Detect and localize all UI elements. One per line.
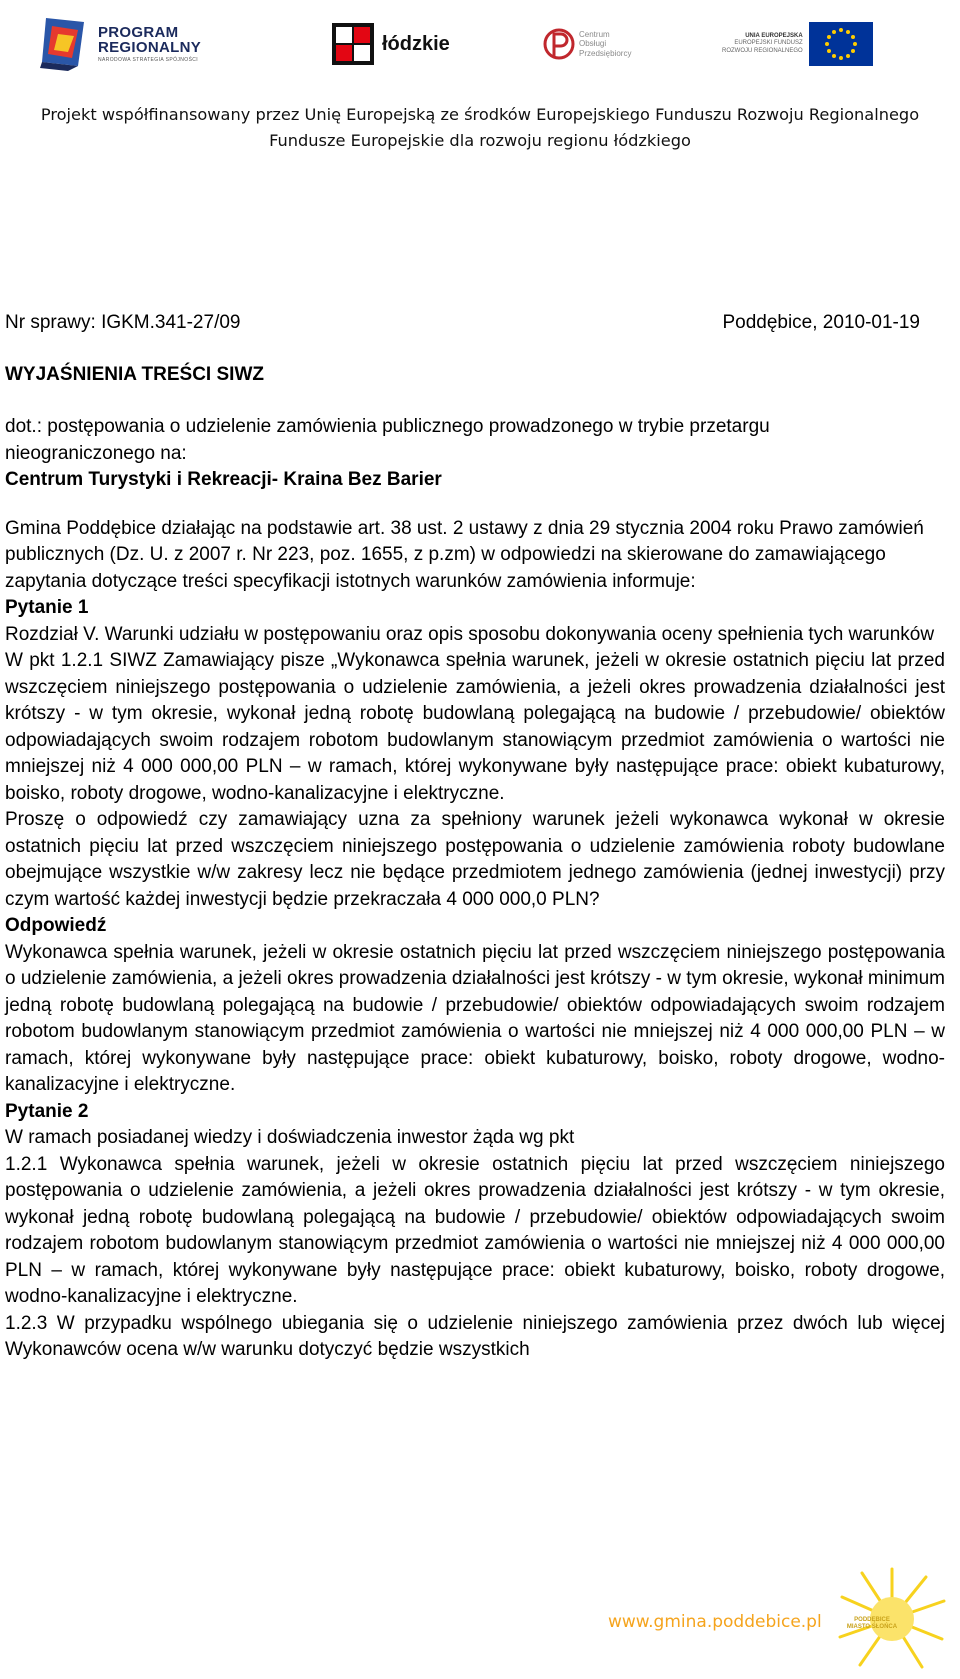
project-name: Centrum Turystyki i Rekreacji- Kraina Bez Barier (5, 469, 442, 490)
project-funds-line: Fundusze Europejskie dla rozwoju regionu łódzkiego (269, 131, 691, 150)
program-regionalny-line1: PROGRAM (98, 24, 179, 41)
document-title: WYJAŚNIENIA TREŚCI SIWZ (5, 364, 264, 385)
coi-line-1: Centrum (579, 30, 610, 40)
sun-logo-line1: PODDĘBICE (854, 1617, 890, 1623)
eu-line2: EUROPEJSKI FUNDUSZ (734, 40, 803, 47)
program-regionalny-line3: NARODOWA STRATEGIA SPÓJNOŚCI (98, 57, 199, 63)
intro-line2: nieograniczonego na: (5, 442, 187, 464)
intro-line1: dot.: postępowania o udzielenie zamówienia publicznego prowadzonego w trybie przetargu (5, 416, 770, 437)
question-2-heading: Pytanie 2 (5, 1100, 89, 1122)
project-cofinancing-line: Projekt współfinansowany przez Unię Europejską ze środków Europejskiego Funduszu Rozwoju Regionalnego (40, 105, 920, 124)
lodzkie-emblem-icon (332, 23, 374, 65)
coi-line-2: Obsługi (579, 39, 607, 49)
question-1-text: W pkt 1.2.1 SIWZ Zamawiający pisze „Wykonawca spełnia warunek, jeżeli w okresie ostatnich pięciu lat przed wszczęciem niniejszego postępowania o udzielenie zamówienia, a jeżeli okres prowadzenia działalności jest krótszy - w tym okresie, wykonał jedną robotę budowlaną polegającą na budowie / przebudowie/ obiektów odpowiadających swoim rodzajem robotom budowlanym stanowiącym przedmiot zamówienia o wartości nie mniejszej niż 4 000 000,00 PLN – w ramach, której wykonywane były następujące prace: obiekt kubaturowy, boisko, roboty drogowe, wodno-kanalizacyjne i elektryczne. (5, 650, 945, 804)
coi-line-3: Przedsiębiorcy (579, 48, 632, 58)
place-date: Poddębice, 2010-01-19 (722, 312, 920, 333)
document-body (5, 414, 945, 1364)
question-2-intro: W ramach posiadanej wiedzy i doświadczenia inwestor żąda wg pkt (5, 1127, 575, 1148)
question-2-point-2: 1.2.3 W przypadku wspólnego ubiegania się o udzielenie niniejszego zamówienia przez dwóch lub więcej Wykonawców ocena w/w warunku dotyczyć będzie wszystkich (5, 1312, 945, 1360)
lodzkie-logo (332, 8, 450, 80)
coi-p-icon (543, 22, 575, 66)
lodzkie-text: łódzkie (382, 32, 450, 55)
intro-paragraph: Gmina Poddębice działając na podstawie art. 38 ust. 2 ustawy z dnia 29 stycznia 2004 roku Prawo zamówień publicznych (Dz. U. z 2007 r. Nr 223, poz. 1655, z p.zm) w odpowiedzi na skierowane do zamawiającego zapytania dotyczące treści specyfikacji istotnych warunków zamówienia informuje: (5, 517, 924, 592)
question-1-section: Rozdział V. Warunki udziału w postępowaniu oraz opis sposobu dokonywania oceny spełnienia tych warunków (5, 623, 935, 645)
eu-line1: UNIA EUROPEJSKA (745, 32, 803, 39)
program-regionalny-logo (38, 8, 201, 80)
question-2-point-1: 1.2.1 Wykonawca spełnia warunek, jeżeli w okresie ostatnich pięciu lat przed wszczęciem niniejszego postępowania o udzielenie zamówienia, a jeżeli okres prowadzenia działalności jest krótszy - w tym okresie, wykonał jedną robotę budowlaną polegającą na budowie / przebudowie/ obiektów odpowiadających swoim rodzajem robotom budowlanym stanowiącym przedmiot zamówienia o wartości nie mniejszej niż 4 000 000,00 PLN – w ramach, której wykonywane były następujące prace: obiekt kubaturowy, boisko, roboty drogowe, wodno-kanalizacyjne i elektryczne. (5, 1153, 945, 1307)
spacer (5, 494, 945, 516)
sun-logo-line2: MIASTO SŁOŃCA (846, 1624, 898, 1631)
eu-logo (722, 8, 873, 80)
program-regionalny-text (98, 25, 201, 63)
coi-text (579, 30, 631, 58)
eu-line3: ROZWOJU REGIONALNEGO (722, 47, 803, 54)
question-1-request: Proszę o odpowiedź czy zamawiający uzna za spełniony warunek jeżeli wykonawca wykonał w okresie ostatnich pięciu lat przed wszczęciem niniejszego postępowania o udzielenie zamówienia roboty budowlane obejmujące wszystkie w/w zakresy lecz nie będące przedmiotem jednego zamówienia (jednej inwestycji) przy czym wartość każdej inwestycji będzie przekraczała 4 000 000,0 PLN? (5, 809, 945, 910)
sun-logo-label (842, 1617, 902, 1631)
question-1-heading: Pytanie 1 (5, 597, 89, 618)
program-regionalny-line2: REGIONALNY (98, 39, 202, 56)
eu-text (722, 33, 803, 56)
answer-1-heading: Odpowiedź (5, 915, 107, 936)
eu-flag-icon (809, 22, 873, 66)
gmina-website-link[interactable]: www.gmina.poddebice.pl (608, 1612, 822, 1632)
nss-emblem-icon (38, 16, 90, 72)
case-number: Nr sprawy: IGKM.341-27/09 (5, 312, 241, 333)
logo-strip (0, 8, 960, 80)
centrum-obslugi-logo (543, 8, 631, 80)
answer-1-text: Wykonawca spełnia warunek, jeżeli w okresie ostatnich pięciu lat przed wszczęciem niniejszego postępowania o udzielenie zamówienia, a jeżeli okres prowadzenia działalności jest krótszy - w tym okresie, wykonał minimum jedną robotę budowlaną polegającą na budowie / przebudowie/ obiektów odpowiadających swoim rodzajem robotom budowlanym stanowiącym przedmiot zamówienia o wartości nie mniejszej niż 4 000 000,00 PLN – w ramach, której wykonywane były następujące prace: obiekt kubaturowy, boisko, roboty drogowe, wodno-kanalizacyjne i elektryczne. (5, 941, 945, 1095)
